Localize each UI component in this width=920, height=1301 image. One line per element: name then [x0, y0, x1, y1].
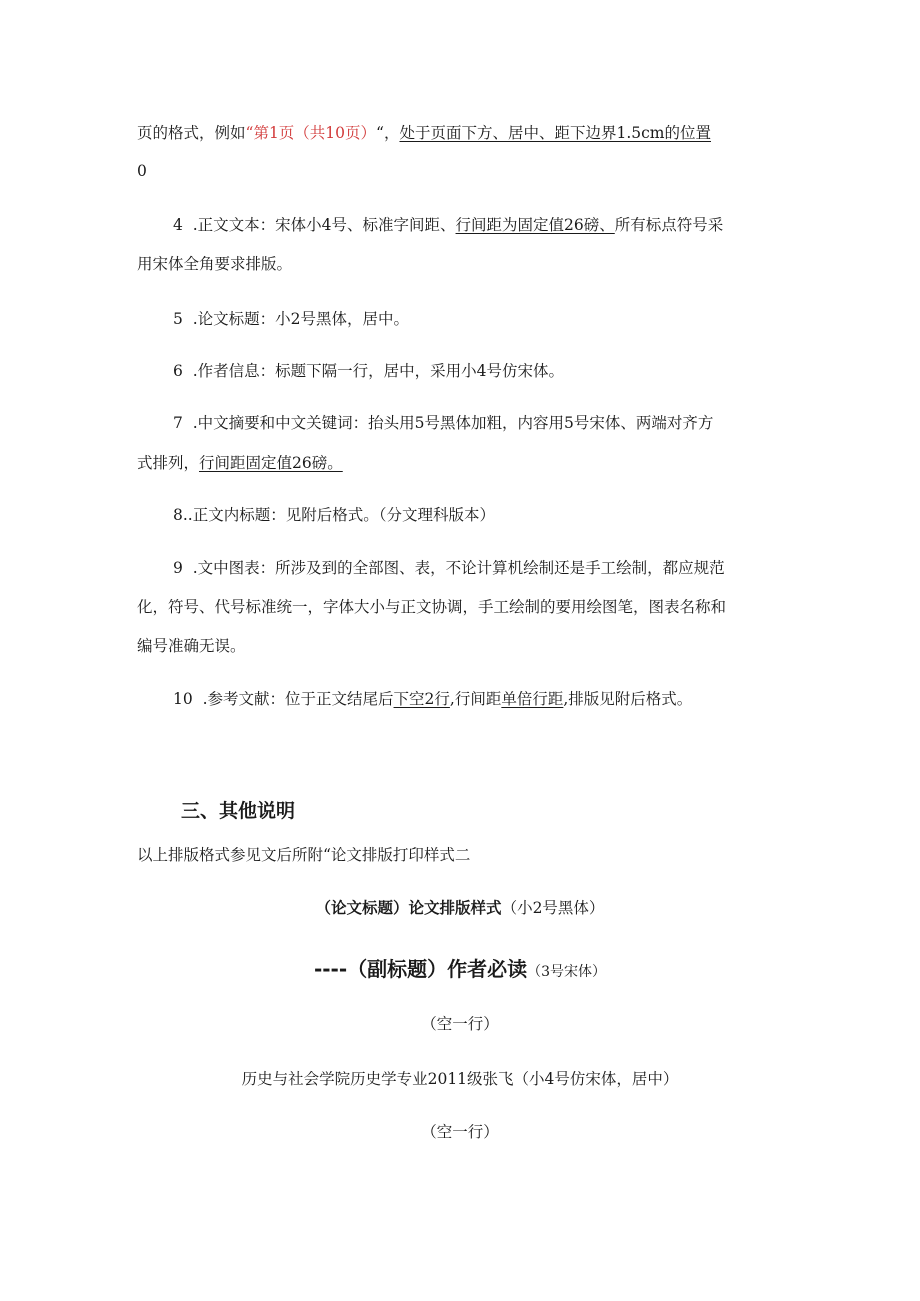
item-8: 8..正文内标题：见附后格式。（分文理科版本）	[173, 506, 495, 524]
item-number: 7	[173, 414, 183, 432]
sample-subtitle	[0, 956, 920, 985]
section-text: 以上排版格式参见文后所附“论文排版打印样式二	[137, 846, 471, 864]
text-segment: 式排列，	[137, 454, 200, 472]
text-segment: ,排版见附后格式。	[563, 690, 693, 708]
text-segment: ,行间距	[449, 690, 502, 708]
item-text: .中文摘要和中文关键词：抬头用5号黑体加粗，内容用5号宋体、两端对齐方	[192, 414, 714, 432]
item-9-line-3: 编号准确无误。	[137, 637, 246, 655]
item-number: 10	[173, 690, 193, 708]
text-segment: 页的格式，例如	[137, 124, 246, 142]
item-4-line-2: 用宋体全角要求排版。	[137, 255, 293, 273]
sample-title-bold: （论文标题）论文排版样式	[315, 899, 502, 917]
underlined-line-spacing: 行间距为固定值26磅、	[455, 216, 615, 234]
item-7-line-1	[173, 413, 713, 433]
item-number: 4	[173, 216, 183, 234]
section-heading: 三、其他说明	[181, 800, 296, 822]
item-5	[173, 309, 409, 329]
item-10	[173, 689, 692, 709]
item-6	[173, 361, 564, 381]
page-format-line-2: 0	[137, 162, 147, 180]
page-format-line	[137, 123, 711, 143]
blank-line-note: （空一行）	[421, 1015, 499, 1033]
item-text: .作者信息：标题下隔一行，居中，采用小4号仿宋体。	[192, 362, 565, 380]
page-number-example: “第1页（共10页）	[245, 124, 377, 142]
text-segment: .参考文献：位于正文结尾后	[202, 690, 394, 708]
underlined-position: 处于页面下方、居中、距下边界1.5cm的位置	[399, 124, 711, 142]
item-9-line-2: 化，符号、代号标准统一，字体大小与正文协调，手工绘制的要用绘图笔，图表名称和	[137, 598, 727, 616]
text-segment: “，	[376, 124, 400, 142]
item-text: .论文标题：小2号黑体，居中。	[192, 310, 410, 328]
sample-subtitle-note: （3号宋体）	[527, 964, 607, 980]
blank-line-note: （空一行）	[421, 1123, 499, 1141]
sample-title-note: （小2号黑体）	[501, 899, 605, 917]
text-segment: 所有标点符号采	[614, 216, 724, 234]
item-text: .文中图表：所涉及到的全部图、表，不论计算机绘制还是手工绘制，都应规范	[192, 559, 725, 577]
text-segment: .正文文本：宋体小4号、标准字间距、	[192, 216, 456, 234]
sample-author: 历史与社会学院历史学专业2011级张飞（小4号仿宋体，居中）	[241, 1070, 679, 1088]
item-number: 6	[173, 362, 183, 380]
underlined-single-spacing: 单倍行距	[501, 690, 564, 708]
sample-subtitle-bold: ----（副标题）作者必读	[313, 957, 528, 981]
item-number: 5	[173, 310, 183, 328]
item-9-line-1	[173, 558, 725, 578]
underlined-blank-lines: 下空2行	[393, 690, 450, 708]
item-number: 9	[173, 559, 183, 577]
underlined-line-spacing: 行间距固定值26磅。	[199, 454, 343, 472]
item-4-line-1	[173, 215, 723, 235]
item-7-line-2	[137, 453, 343, 473]
sample-title	[0, 898, 920, 918]
